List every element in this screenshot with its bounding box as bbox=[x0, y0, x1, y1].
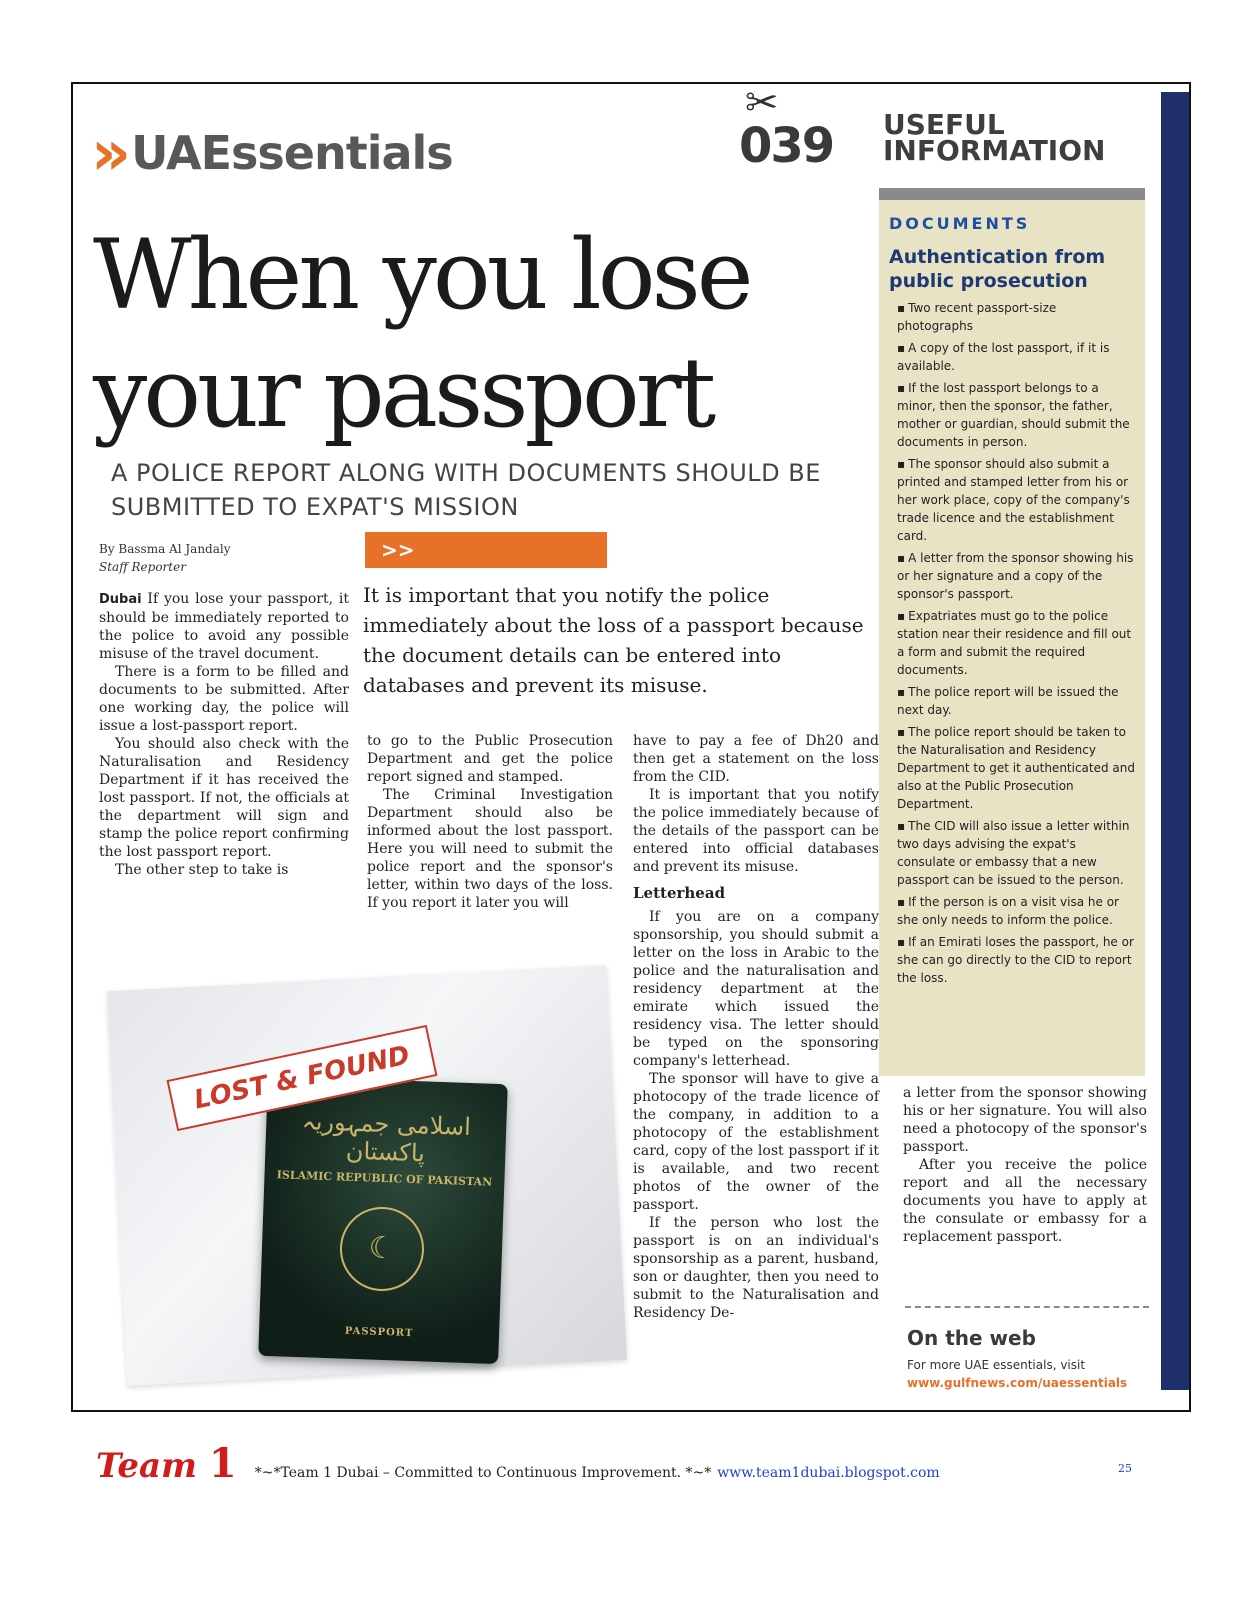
headline bbox=[93, 216, 750, 452]
list-item: ▪ A letter from the sponsor showing his or her signature and a copy of the sponsor's passport. bbox=[897, 549, 1135, 603]
footer-tagline: *~*Team 1 Dubai – Committed to Continuous Improvement. *~* bbox=[254, 1465, 712, 1481]
paragraph: If you are on a company sponsorship, you should submit a letter on the loss in Arabic to the police and the naturalisation and residency department at the emirate which issued the residency visa. The letter should be typed on the sponsoring company's letterhead. bbox=[633, 909, 879, 1069]
paragraph: The Criminal Investigation Department should also be informed about the lost passport. Here you will need to submit the police report and the sponsor's letter, within two days of the loss. If you report it later you will bbox=[367, 787, 613, 911]
section-label-line2: INFORMATION bbox=[883, 134, 1106, 167]
page-number: 25 bbox=[1118, 1462, 1132, 1475]
sidebar-title: Authentication from public prosecution bbox=[889, 246, 1106, 292]
headline-line2: your passport bbox=[93, 337, 713, 449]
pullquote: It is important that you notify the police immediately about the loss of a passport because the document details can be entered into databases and prevent its misuse. bbox=[363, 583, 864, 697]
article-column-4 bbox=[903, 1084, 1147, 1246]
document-list bbox=[879, 299, 1145, 987]
list-item: ▪ The CID will also issue a letter within two days advising the expat's consulate or embassy that a new passport can be issued to the person. bbox=[897, 817, 1135, 889]
list-item: ▪ If an Emirati loses the passport, he or she can go directly to the CID to report the loss. bbox=[897, 933, 1135, 987]
byline-name: By Bassma Al Jandaly bbox=[99, 542, 231, 556]
byline-role: Staff Reporter bbox=[99, 560, 186, 574]
list-item: ▪ The sponsor should also submit a printed and stamped letter from his or her work place, copy of the company's trade licence and the establishment card. bbox=[897, 455, 1135, 545]
lost-found-stamp: LOST & FOUND bbox=[167, 1025, 438, 1131]
brand-name: UAEssentials bbox=[131, 126, 453, 180]
subhead-letterhead: Letterhead bbox=[633, 884, 726, 902]
team1-logo: Team 1 bbox=[96, 1440, 237, 1487]
article-column-1 bbox=[99, 590, 349, 879]
passport-urdu-text: اسلامی جمہوریہ پاکستان bbox=[301, 1107, 472, 1168]
emblem-icon: ☾ bbox=[339, 1206, 426, 1293]
paragraph: Dubai If you lose your passport, it should be immediately reported to the police to avoid any possible misuse of the travel document. bbox=[99, 591, 349, 662]
subheadline: A POLICE REPORT ALONG WITH DOCUMENTS SHOULD BE SUBMITTED TO EXPAT'S MISSION bbox=[111, 459, 821, 521]
paragraph: There is a form to be filled and documents to be submitted. After one working day, the police will issue a lost-passport report. bbox=[99, 664, 349, 734]
issue-number: 039 bbox=[739, 118, 834, 174]
paragraph: have to pay a fee of Dh20 and then get a statement on the loss from the CID. bbox=[633, 733, 879, 785]
byline bbox=[99, 540, 231, 576]
section-label bbox=[883, 108, 1106, 167]
dateline: Dubai bbox=[99, 592, 142, 607]
chevron-icon: » bbox=[91, 116, 118, 189]
paragraph: to go to the Public Prosecution Department and get the police report signed and stamped. bbox=[367, 733, 613, 785]
paragraph: If the person who lost the passport is on an individual's sponsorship as a parent, husband, son or daughter, then you need to submit to the Naturalisation and Residency De- bbox=[633, 1215, 879, 1321]
page-edge-strip bbox=[1161, 92, 1189, 1390]
useful-information-sidebar bbox=[879, 188, 1145, 1076]
article-column-2 bbox=[367, 732, 613, 912]
gulfnews-link[interactable]: www.gulfnews.com/uaessentials bbox=[907, 1376, 1128, 1390]
sidebar-section: DOCUMENTS bbox=[889, 214, 1031, 233]
article-column-3 bbox=[633, 732, 879, 1322]
paragraph: The other step to take is bbox=[115, 862, 289, 878]
passport-country: ISLAMIC REPUBLIC OF PAKISTAN bbox=[276, 1168, 493, 1189]
divider bbox=[905, 1306, 1149, 1308]
on-the-web-text: For more UAE essentials, visit www.gulfnews.com/uaessentials bbox=[907, 1358, 1128, 1390]
section-brand bbox=[91, 116, 453, 189]
list-item: ▪ The police report should be taken to the Naturalisation and Residency Department to get it authenticated and also at the Public Prosecution Department. bbox=[897, 723, 1135, 813]
paragraph: The sponsor will have to give a photocopy of the trade licence of the company, in addition to a photocopy of the establishment card, copy of the lost passport if it is available, and two recent photos of the owner of the passport. bbox=[633, 1071, 879, 1213]
quote-marker-bar: >> bbox=[365, 532, 607, 568]
paragraph: It is important that you notify the police immediately because of the details of the passport can be entered into official databases and prevent its misuse. bbox=[633, 787, 879, 875]
list-item: ▪ If the person is on a visit visa he or she only needs to inform the police. bbox=[897, 893, 1135, 929]
on-the-web-title: On the web bbox=[907, 1326, 1036, 1350]
page-footer bbox=[96, 1440, 1136, 1487]
list-item: ▪ If the lost passport belongs to a minor, then the sponsor, the father, mother or guardian, should submit the documents in person. bbox=[897, 379, 1135, 451]
passport-image bbox=[258, 1076, 508, 1364]
paragraph: a letter from the sponsor showing his or her signature. You will also need a photocopy of the sponsor's passport. bbox=[903, 1085, 1147, 1155]
section-label-line1: USEFUL bbox=[883, 108, 1005, 141]
paragraph: You should also check with the Naturalisation and Residency Department if it has received the lost passport. If not, the officials at the department will sign and stamp the police report confirming the lost passport report. bbox=[99, 736, 349, 860]
list-item: ▪ The police report will be issued the next day. bbox=[897, 683, 1135, 719]
passport-word: PASSPORT bbox=[344, 1325, 414, 1340]
headline-line1: When you lose bbox=[93, 219, 750, 331]
paragraph: After you receive the police report and all the necessary documents you have to apply at the consulate or embassy for a replacement passport. bbox=[903, 1157, 1147, 1245]
newspaper-clipping bbox=[71, 82, 1191, 1412]
blog-link[interactable]: www.team1dubai.blogspot.com bbox=[717, 1465, 940, 1481]
list-item: ▪ Two recent passport-size photographs bbox=[897, 299, 1135, 335]
list-item: ▪ A copy of the lost passport, if it is available. bbox=[897, 339, 1135, 375]
list-item: ▪ Expatriates must go to the police station near their residence and fill out a form and submit the required documents. bbox=[897, 607, 1135, 679]
scissors-icon: ✂ bbox=[745, 82, 779, 126]
